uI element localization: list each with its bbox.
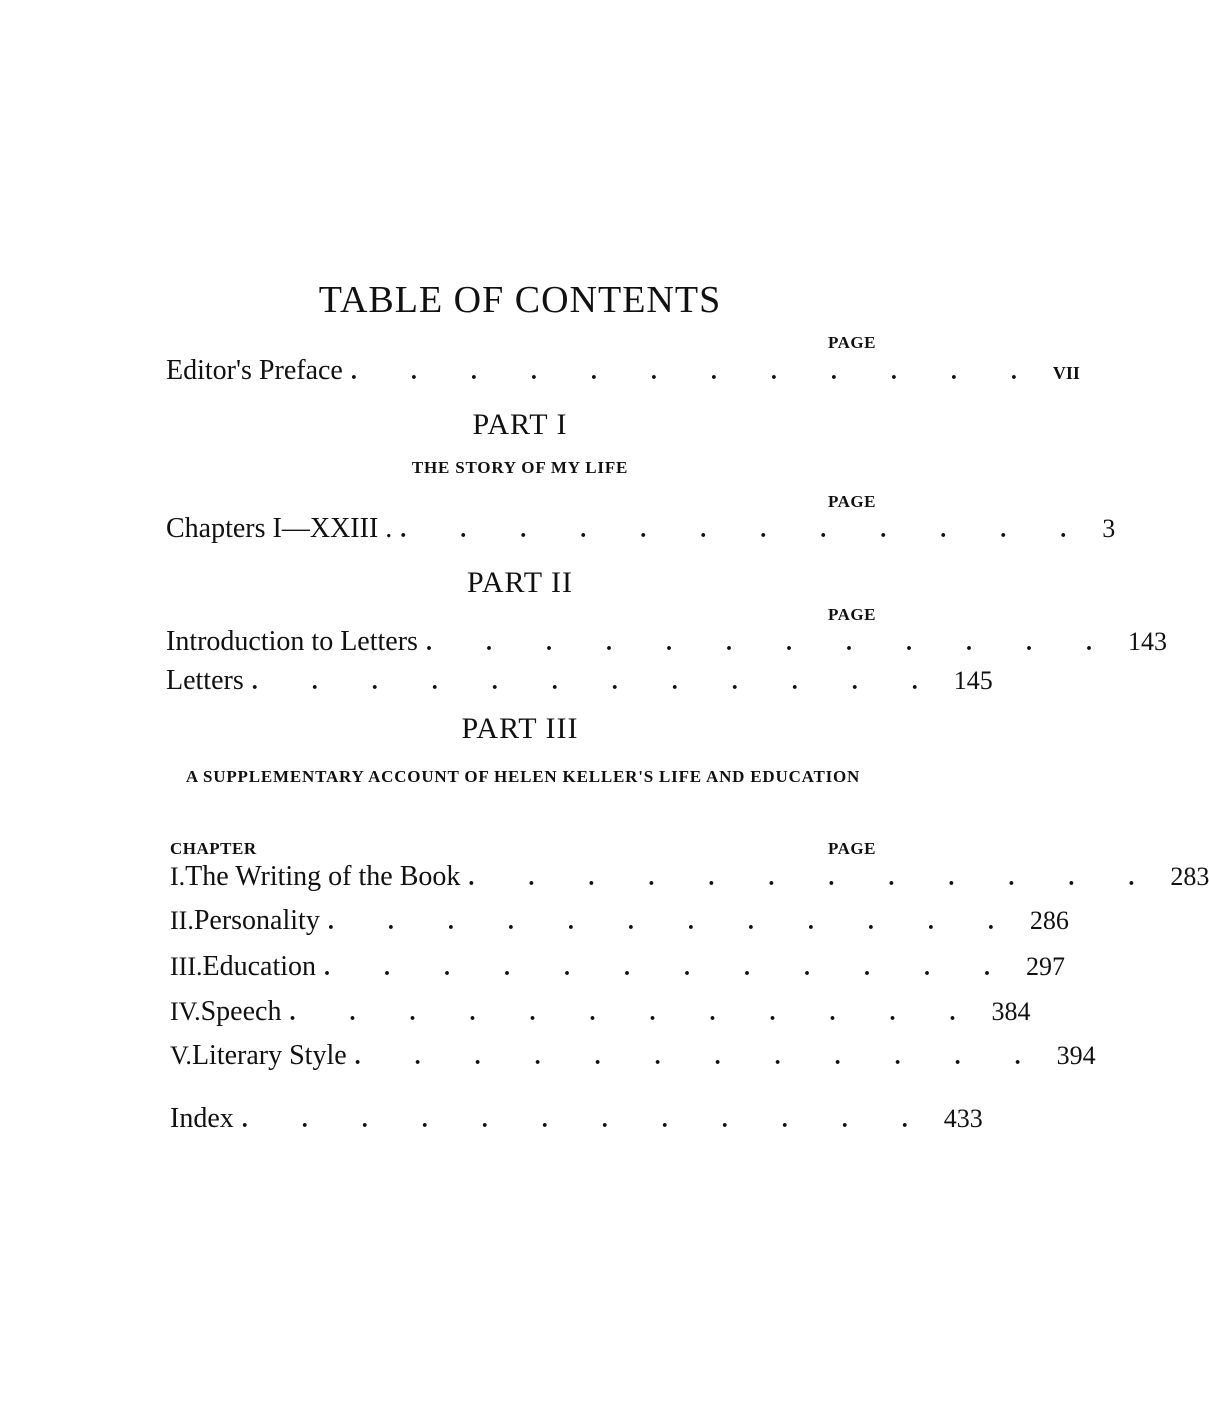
chapter-number: V.: [170, 1041, 192, 1070]
page-column-label: PAGE: [828, 492, 876, 511]
chapter-column-label: CHAPTER: [170, 839, 257, 858]
dot-leader: . . . . . . . . . . . .: [327, 909, 1018, 935]
page-title: TABLE OF CONTENTS: [318, 279, 722, 321]
part-2-heading: PART II: [466, 566, 574, 599]
toc-chapter-2[interactable]: [170, 905, 1069, 939]
toc-entry-label: Personality: [193, 905, 320, 936]
toc-entry-label: Literary Style: [191, 1040, 347, 1071]
toc-entry-label: Speech: [200, 996, 282, 1027]
chapter-number: IV.: [170, 997, 201, 1026]
toc-entry-label: Chapters I—XXIII .: [166, 513, 393, 544]
toc-entry-page: VII: [1052, 363, 1080, 383]
toc-entry-label: The Writing of the Book: [185, 861, 461, 892]
chapter-number: II.: [170, 906, 194, 935]
dot-leader: . . . . . . . . . . . .: [241, 1107, 932, 1133]
toc-entry-page: 384: [991, 997, 1031, 1026]
dot-leader: . . . . . . . . . . . .: [251, 669, 942, 695]
dot-leader: . . . . . . . . . . . .: [324, 955, 1015, 981]
dot-leader: . . . . . . . . . . . .: [425, 630, 1116, 656]
toc-entry-introduction-to-letters[interactable]: [166, 626, 1167, 660]
toc-entry-letters[interactable]: [166, 665, 993, 699]
toc-entry-page: 297: [1026, 952, 1066, 981]
toc-entry-page: 286: [1029, 906, 1069, 935]
page-column-label: PAGE: [828, 839, 876, 858]
toc-entry-editors-preface[interactable]: [166, 355, 1080, 389]
toc-entry-page: 433: [943, 1104, 983, 1133]
part-3-subtitle: A SUPPLEMENTARY ACCOUNT OF HELEN KELLER'S LIFE AND EDUCATION: [185, 767, 861, 786]
toc-chapter-3[interactable]: [170, 951, 1066, 985]
chapter-number: I.: [170, 862, 186, 891]
dot-leader: . . . . . . . . . . . .: [354, 1044, 1045, 1070]
dot-leader: . . . . . . . . . . . .: [289, 1000, 980, 1026]
chapter-number: III.: [170, 952, 203, 981]
part-1-subtitle: THE STORY OF MY LIFE: [411, 458, 629, 477]
toc-entry-chapters[interactable]: [166, 513, 1116, 547]
toc-entry-label: Editor's Preface: [166, 355, 343, 386]
dot-leader: . . . . . . . . . . . .: [350, 359, 1041, 385]
dot-leader: . . . . . . . . . . . .: [400, 517, 1091, 543]
toc-chapter-1[interactable]: [170, 861, 1209, 895]
toc-entry-label: Letters: [166, 665, 244, 696]
toc-entry-page: 283: [1170, 862, 1209, 891]
part-3-heading: PART III: [461, 712, 579, 745]
toc-entry-page: 394: [1056, 1041, 1096, 1070]
toc-chapter-4[interactable]: [170, 996, 1031, 1030]
page-column-label: PAGE: [828, 605, 876, 624]
page-column-label: PAGE: [828, 333, 876, 352]
dot-leader: . . . . . . . . . . . .: [468, 865, 1159, 891]
toc-chapter-5[interactable]: [170, 1040, 1096, 1074]
toc-entry-page: 3: [1102, 514, 1116, 543]
toc-entry-label: Index: [170, 1103, 234, 1134]
toc-entry-label: Introduction to Letters: [166, 626, 418, 657]
toc-entry-page: 145: [953, 666, 993, 695]
part-1-heading: PART I: [472, 408, 568, 441]
toc-entry-page: 143: [1127, 627, 1167, 656]
toc-entry-label: Education: [202, 951, 317, 982]
toc-entry-index[interactable]: [170, 1103, 983, 1137]
